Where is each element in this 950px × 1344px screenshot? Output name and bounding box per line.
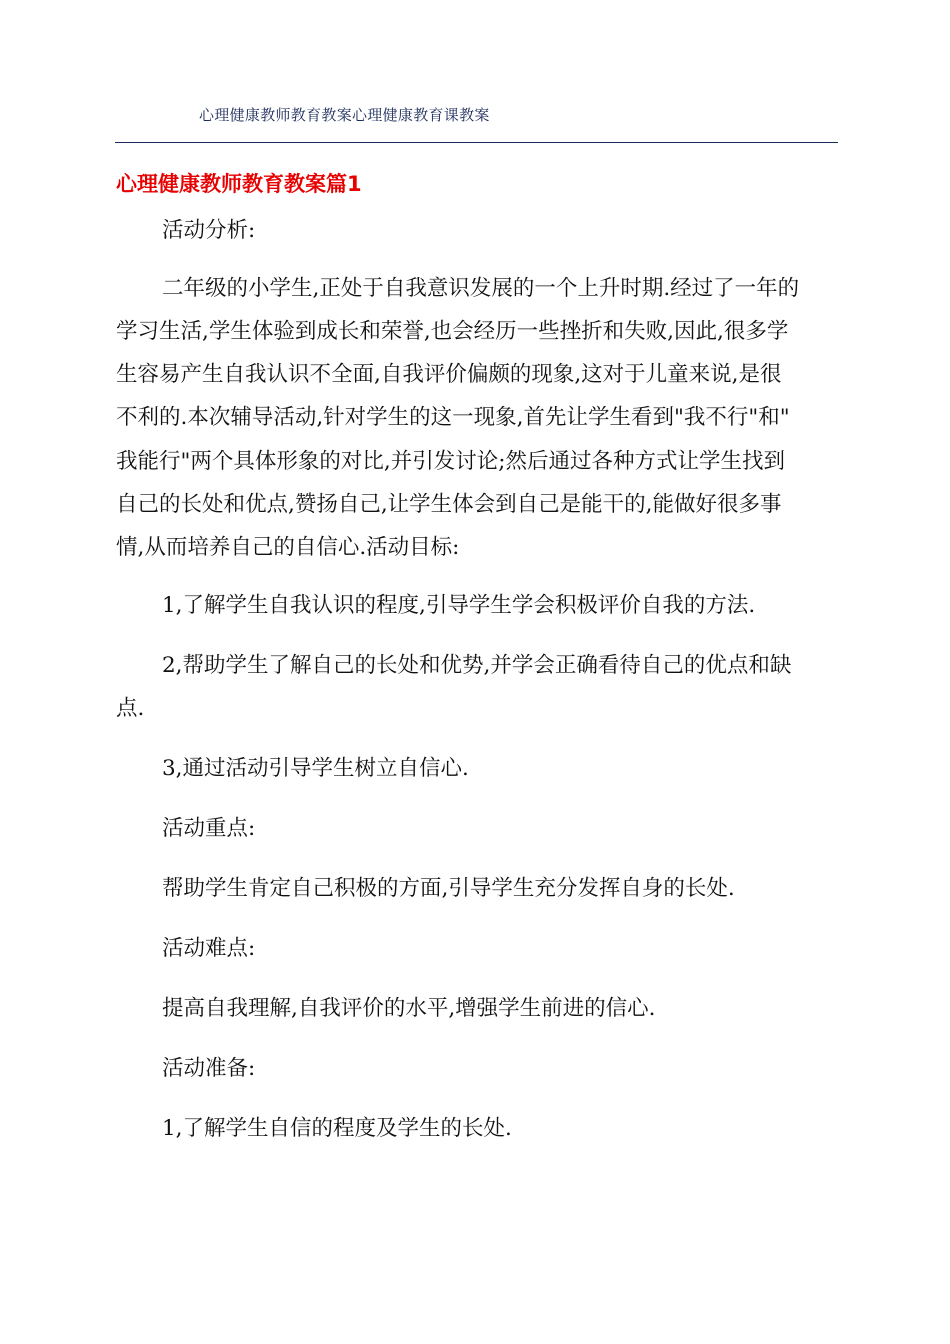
text-line: 帮助学生肯定自己积极的方面,引导学生充分发挥自身的长处. [162, 876, 735, 901]
text-line: 不利的.本次辅导活动,针对学生的这一现象,首先让学生看到"我不行"和" [116, 405, 790, 430]
header-divider [115, 142, 838, 143]
text-line: 学习生活,学生体验到成长和荣誉,也会经历一些挫折和失败,因此,很多学 [116, 319, 789, 344]
text-line: 二年级的小学生,正处于自我意识发展的一个上升时期.经过了一年的 [162, 276, 800, 301]
text-line: 活动分析: [162, 218, 256, 243]
text-line: 1,了解学生自我认识的程度,引导学生学会积极评价自我的方法. [162, 593, 756, 618]
text-line: 情,从而培养自己的自信心.活动目标: [116, 535, 460, 560]
text-line: 2,帮助学生了解自己的长处和优势,并学会正确看待自己的优点和缺 [162, 653, 792, 678]
text-line: 活动难点: [162, 936, 256, 961]
text-line: 活动重点: [162, 816, 256, 841]
text-line: 1,了解学生自信的程度及学生的长处. [162, 1116, 512, 1141]
text-line: 3,通过活动引导学生树立自信心. [162, 756, 469, 781]
text-line: 生容易产生自我认识不全面,自我评价偏颇的现象,这对于儿童来说,是很 [116, 362, 782, 387]
text-line: 自己的长处和优点,赞扬自己,让学生体会到自己是能干的,能做好很多事 [116, 492, 782, 517]
text-line: 我能行"两个具体形象的对比,并引发讨论;然后通过各种方式让学生找到 [116, 449, 785, 474]
text-line: 点. [116, 696, 145, 721]
text-line: 提高自我理解,自我评价的水平,增强学生前进的信心. [162, 996, 656, 1021]
text-line: 活动准备: [162, 1056, 256, 1081]
running-header: 心理健康教师教育教案心理健康教育课教案 [199, 106, 490, 124]
section-title: 心理健康教师教育教案篇1 [116, 172, 362, 196]
